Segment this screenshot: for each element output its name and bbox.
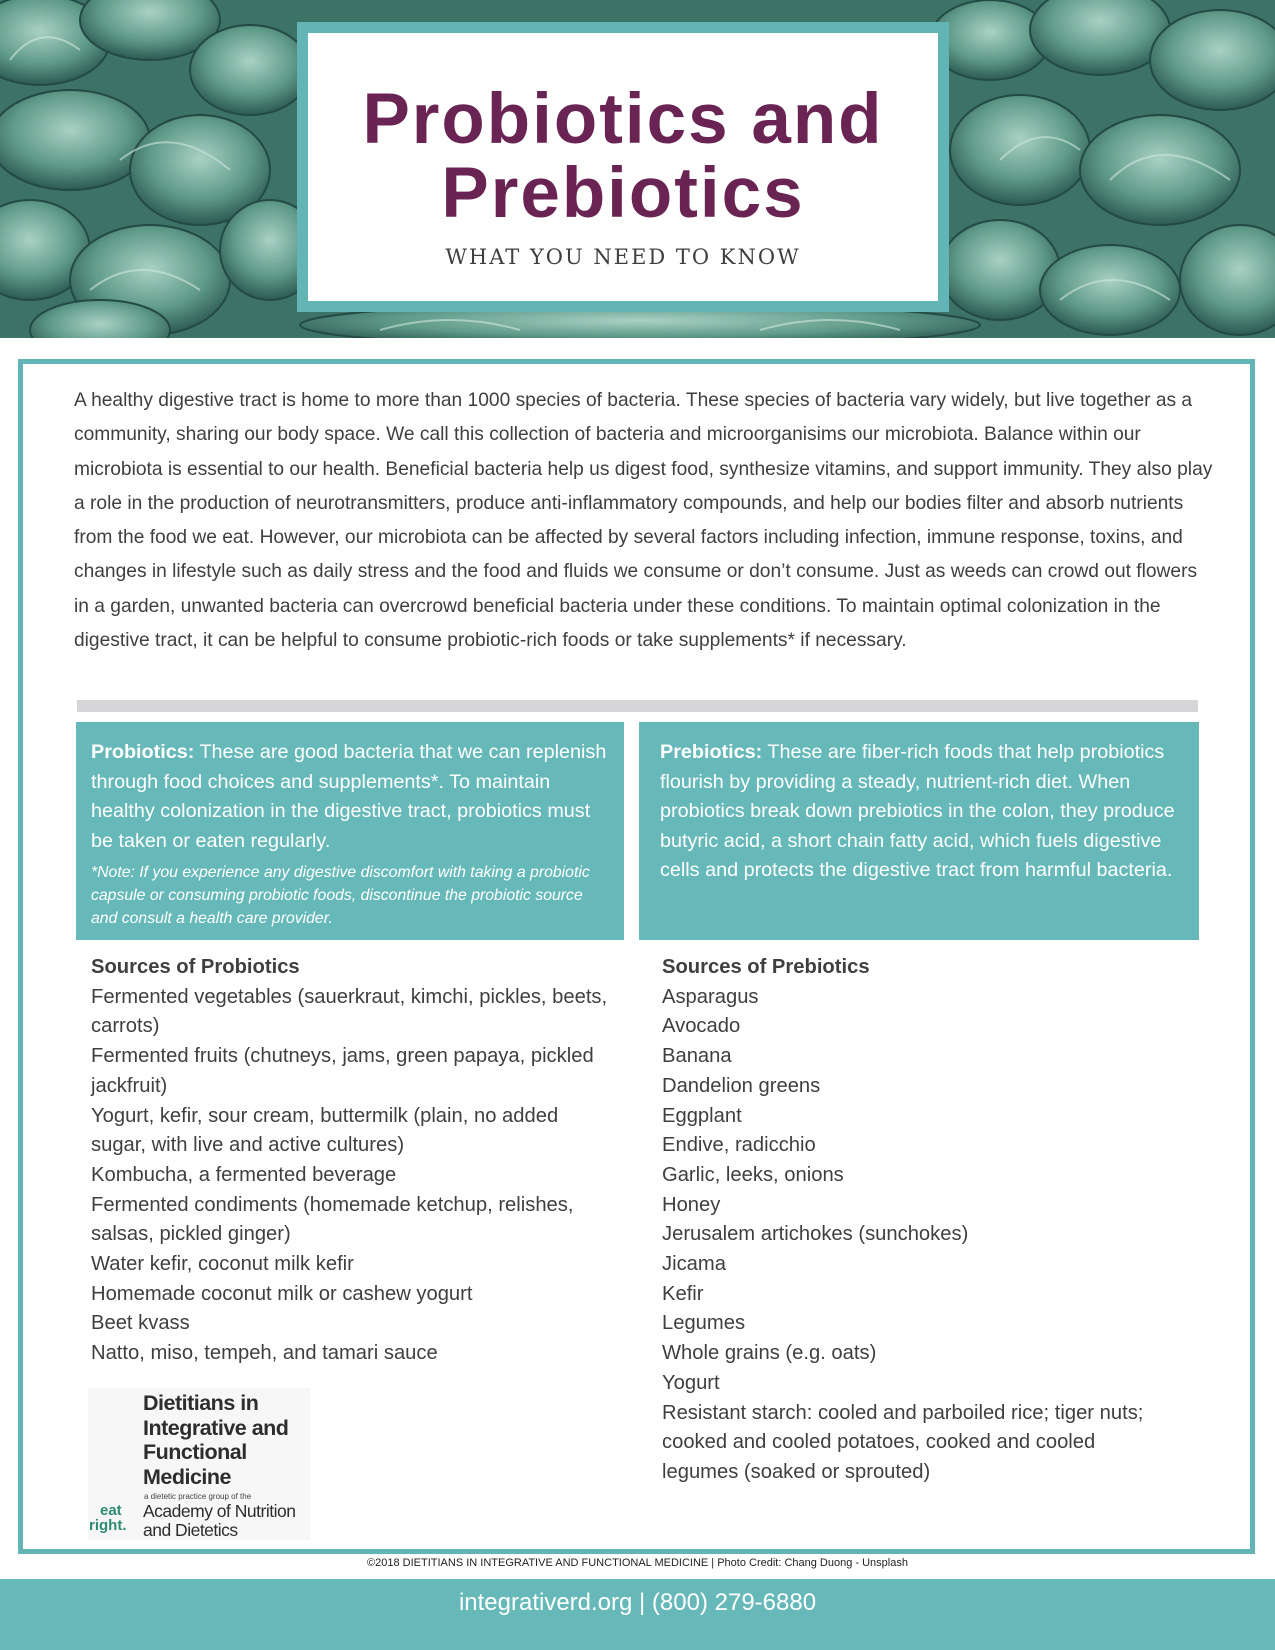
prebiotics-box <box>639 722 1199 940</box>
probiotics-note: *Note: If you experience any digestive discomfort with taking a probiotic capsule or consuming probiotic foods, discontinue the probiotic source and consult a health care provider. <box>91 864 590 927</box>
title-card <box>297 22 949 312</box>
list-item: Jerusalem artichokes (sunchokes) <box>662 1223 969 1246</box>
list-item: Avocado <box>662 1015 741 1038</box>
list-item: Yogurt <box>662 1371 720 1394</box>
logo-title: Dietitians in Integrative and Functional Medicine <box>143 1391 289 1489</box>
eatright-logo-right: right. <box>89 1517 127 1534</box>
intro-paragraph: A healthy digestive tract is home to more than 1000 species of bacteria. These species of bacteria vary widely, but live together as a community, sharing our body space. We call this collection of bacteria and microorganisims our microbiota. Balance within our microbiota is essential to our health. Beneficial bacteria help us digest food, synthesize vitamins, and support immunity. They also play a role in the production of neurotransmitters, produce anti-inflammatory compounds, and help our bodies filter and absorb nutrients from the food we eat. However, our microbiota can be affected by several factors including infection, immune response, toxins, and changes in lifestyle such as daily stress and the food and fluids we consume or don’t consume. Just as weeds can crowd out flowers in a garden, unwanted bacteria can overcrowd beneficial bacteria under these conditions. To maintain optimal colonization in the digestive tract, it can be helpful to consume probiotic-rich foods or take supplements* if necessary. <box>74 390 1213 652</box>
difm-logo <box>88 1388 310 1540</box>
list-item: Resistant starch: cooled and parboiled rice; tiger nuts; cooked and cooled potatoes, cooked and cooled legumes (soaked or sprouted) <box>662 1401 1144 1483</box>
copyright-credit: ©2018 DIETITIANS IN INTEGRATIVE AND FUNCTIONAL MEDICINE | Photo Credit: Chang Duong - Unsplash <box>367 1557 908 1569</box>
list-item: Natto, miso, tempeh, and tamari sauce <box>91 1342 438 1365</box>
footer-contact: integrativerd.org | (800) 279-6880 <box>458 1589 817 1616</box>
logo-tagline: a dietetic practice group of the <box>144 1492 252 1501</box>
list-item: Banana <box>662 1045 732 1068</box>
list-item: Fermented fruits (chutneys, jams, green papaya, pickled jackfruit) <box>91 1045 594 1097</box>
list-item: Fermented condiments (homemade ketchup, relishes, salsas, pickled ginger) <box>91 1193 574 1246</box>
eatright-logo-eat: eat <box>100 1502 122 1519</box>
prebiotic-sources-title: Sources of Prebiotics <box>662 956 870 978</box>
page-title: Probiotics and Prebiotics <box>362 80 884 233</box>
probiotics-label: Probiotics: <box>91 741 195 763</box>
list-item: Whole grains (e.g. oats) <box>662 1342 877 1365</box>
list-item: Kefir <box>662 1282 704 1305</box>
prebiotics-label: Prebiotics: <box>660 741 763 763</box>
probiotic-sources-list <box>91 983 611 1369</box>
page-subtitle: WHAT YOU NEED TO KNOW <box>445 245 801 269</box>
list-item: Honey <box>662 1193 721 1216</box>
prebiotics-description <box>660 738 1181 886</box>
probiotic-sources <box>91 953 611 1369</box>
probiotics-text: These are good bacteria that we can replenish through food choices and supplements*. To maintain healthy colonization in the digestive tract, probiotics must be taken or eaten regularly. <box>91 741 607 852</box>
footer-bar <box>0 1579 1275 1650</box>
list-item: Garlic, leeks, onions <box>662 1163 844 1186</box>
list-item: Water kefir, coconut milk kefir <box>91 1253 354 1276</box>
list-item: Kombucha, a fermented beverage <box>91 1163 397 1186</box>
list-item: Dandelion greens <box>662 1074 821 1097</box>
list-item: Eggplant <box>662 1104 742 1127</box>
list-item: Beet kvass <box>91 1312 190 1335</box>
prebiotic-sources-list <box>662 983 1162 1488</box>
logo-academy: Academy of Nutrition and Dietetics <box>143 1501 296 1540</box>
list-item: Homemade coconut milk or cashew yogurt <box>91 1282 473 1305</box>
prebiotics-text: These are fiber-rich foods that help probiotics flourish by providing a steady, nutrient-rich diet. When probiotics break down prebiotics in the colon, they produce butyric acid, a short chain fatty acid, which fuels digestive cells and protects the digestive tract from harmful bacteria. <box>660 741 1175 881</box>
list-item: Legumes <box>662 1312 746 1335</box>
prebiotic-sources <box>662 953 1162 1488</box>
probiotic-sources-title: Sources of Probiotics <box>91 956 300 978</box>
section-divider <box>77 700 1198 712</box>
list-item: Jicama <box>662 1253 726 1276</box>
list-item: Asparagus <box>662 985 759 1008</box>
list-item: Fermented vegetables (sauerkraut, kimchi, pickles, beets, carrots) <box>91 985 608 1038</box>
probiotics-description <box>91 738 610 856</box>
list-item: Endive, radicchio <box>662 1134 816 1157</box>
probiotics-box <box>76 722 624 940</box>
header-banner <box>0 0 1275 338</box>
list-item: Yogurt, kefir, sour cream, buttermilk (plain, no added sugar, with live and active cultures) <box>91 1104 559 1157</box>
